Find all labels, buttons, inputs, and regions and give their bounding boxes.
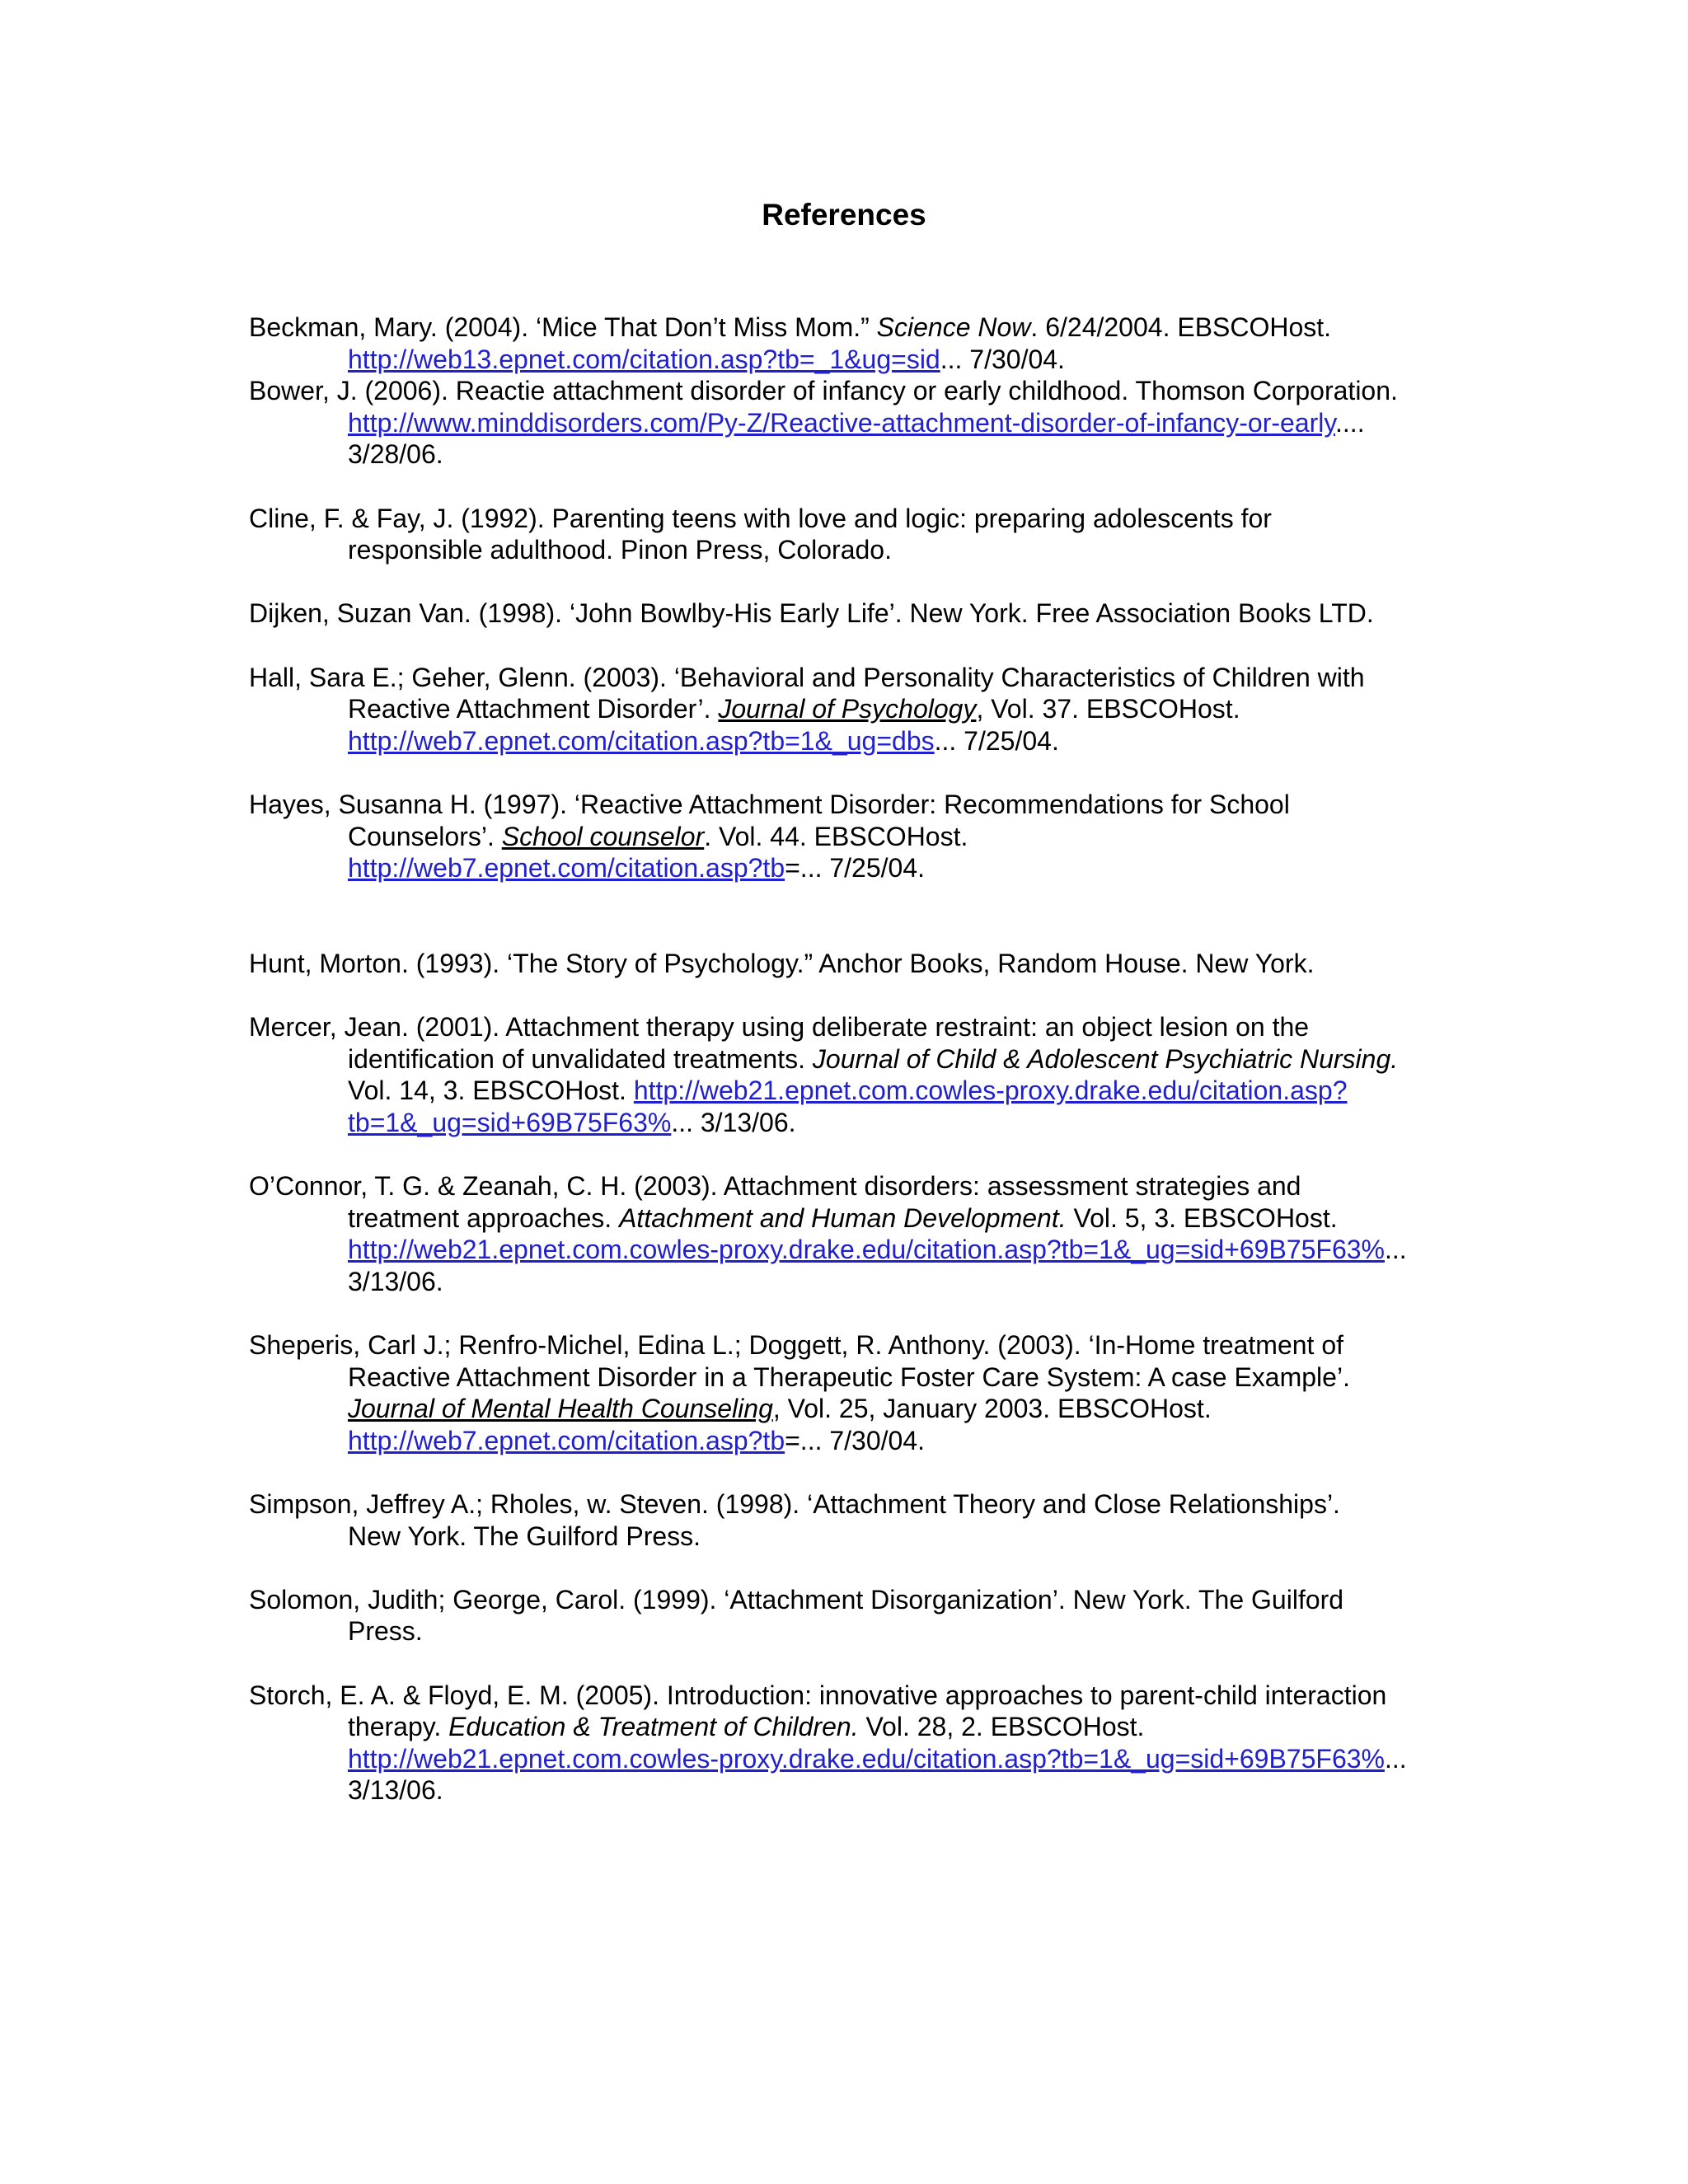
reference-line bbox=[249, 1361, 1452, 1394]
reference-text: 3/13/06. bbox=[348, 1266, 443, 1296]
reference-line bbox=[249, 1584, 1452, 1616]
reference-line bbox=[249, 312, 1452, 344]
reference-text: , Vol. 25, January 2003. EBSCOHost. bbox=[772, 1394, 1212, 1424]
reference-line bbox=[249, 1266, 1452, 1298]
reference-line bbox=[249, 503, 1452, 535]
reference-entry bbox=[249, 1584, 1452, 1647]
reference-line bbox=[249, 1043, 1452, 1076]
reference-text: , Vol. 37. EBSCOHost. bbox=[976, 694, 1240, 724]
spacer bbox=[249, 757, 1452, 789]
reference-entry bbox=[249, 662, 1452, 757]
reference-link[interactable]: http://www.minddisorders.com/Py-Z/Reactive-attachment-disorder-of-infancy-or-early bbox=[348, 407, 1336, 438]
reference-entry bbox=[249, 503, 1452, 566]
reference-text: Simpson, Jeffrey A.; Rholes, w. Steven. (1998). ‘Attachment Theory and Close Relationships’. bbox=[249, 1488, 1340, 1519]
reference-entry bbox=[249, 1680, 1452, 1807]
reference-line bbox=[249, 1488, 1452, 1521]
reference-text: Reactive Attachment Disorder in a Therapeutic Foster Care System: A case Example’. bbox=[348, 1361, 1350, 1392]
reference-line bbox=[249, 1521, 1452, 1553]
spacer bbox=[249, 1647, 1452, 1680]
reference-text: . 6/24/2004. EBSCOHost. bbox=[1030, 312, 1332, 342]
reference-line bbox=[249, 1743, 1452, 1775]
publication-title: Education & Treatment of Children. bbox=[448, 1712, 859, 1742]
spacer bbox=[249, 979, 1452, 1011]
spacer bbox=[249, 1138, 1452, 1170]
reference-entry bbox=[249, 312, 1452, 375]
reference-line bbox=[249, 852, 1452, 884]
reference-line bbox=[249, 725, 1452, 757]
reference-link[interactable]: tb=1&_ug=sid+69B75F63% bbox=[348, 1107, 672, 1137]
reference-line bbox=[249, 598, 1452, 630]
publication-title: Journal of Psychology bbox=[718, 694, 977, 724]
reference-line bbox=[249, 534, 1452, 566]
reference-line bbox=[249, 407, 1452, 439]
reference-text: ... bbox=[1384, 1743, 1407, 1774]
reference-line bbox=[249, 1107, 1452, 1139]
spacer bbox=[249, 884, 1452, 948]
reference-text: Press. bbox=[348, 1616, 423, 1647]
reference-text: Storch, E. A. & Floyd, E. M. (2005). Introduction: innovative approaches to parent-child interaction bbox=[249, 1680, 1387, 1710]
spacer bbox=[249, 471, 1452, 503]
reference-line bbox=[249, 375, 1452, 407]
reference-text: Bower, J. (2006). Reactie attachment disorder of infancy or early childhood. Thomson Corporation. bbox=[249, 376, 1398, 406]
reference-text: Vol. 14, 3. EBSCOHost. bbox=[348, 1076, 634, 1106]
reference-line bbox=[249, 693, 1452, 725]
reference-text: Counselors’. bbox=[348, 821, 502, 851]
reference-line bbox=[249, 1615, 1452, 1647]
reference-link[interactable]: http://web21.epnet.com.cowles-proxy.drake.edu/citation.asp?tb=1&_ug=sid+69B75F63% bbox=[348, 1235, 1385, 1265]
reference-link[interactable]: http://web13.epnet.com/citation.asp?tb=_1&ug=sid bbox=[348, 344, 940, 374]
reference-line bbox=[249, 1711, 1452, 1743]
reference-line bbox=[249, 1170, 1452, 1202]
reference-text: Hall, Sara E.; Geher, Glenn. (2003). ‘Behavioral and Personality Characteristics of Children with bbox=[249, 662, 1365, 692]
reference-entry bbox=[249, 1170, 1452, 1297]
reference-line bbox=[249, 1329, 1452, 1361]
reference-text: ... 7/25/04. bbox=[934, 725, 1059, 756]
reference-text: ... bbox=[1384, 1235, 1407, 1265]
reference-entry bbox=[249, 789, 1452, 884]
publication-title: Science Now bbox=[876, 312, 1031, 342]
reference-text: Beckman, Mary. (2004). ‘Mice That Don’t Miss Mom.” bbox=[249, 312, 877, 342]
reference-text: Hayes, Susanna H. (1997). ‘Reactive Attachment Disorder: Recommendations for School bbox=[249, 789, 1290, 819]
reference-text: therapy. bbox=[348, 1712, 449, 1742]
reference-text: Mercer, Jean. (2001). Attachment therapy using deliberate restraint: an object lesion on the bbox=[249, 1012, 1310, 1043]
reference-entry bbox=[249, 948, 1452, 980]
reference-line bbox=[249, 1393, 1452, 1425]
spacer bbox=[249, 1552, 1452, 1584]
spacer bbox=[249, 1456, 1452, 1488]
reference-text: responsible adulthood. Pinon Press, Colorado. bbox=[348, 535, 892, 565]
publication-title: Journal of Mental Health Counseling bbox=[348, 1394, 773, 1424]
publication-title: School counselor bbox=[501, 821, 705, 851]
reference-text: 3/13/06. bbox=[348, 1775, 443, 1806]
reference-text: Reactive Attachment Disorder’. bbox=[348, 694, 719, 724]
reference-line bbox=[249, 1234, 1452, 1266]
publication-title: Journal of Child & Adolescent Psychiatric Nursing. bbox=[812, 1043, 1399, 1074]
references-list bbox=[249, 312, 1452, 1807]
reference-text: Cline, F. & Fay, J. (1992). Parenting teens with love and logic: preparing adolescents for bbox=[249, 503, 1272, 533]
reference-line bbox=[249, 1425, 1452, 1457]
reference-text: . Vol. 44. EBSCOHost. bbox=[704, 821, 968, 851]
reference-entry bbox=[249, 598, 1452, 630]
reference-line bbox=[249, 1202, 1452, 1235]
reference-text: Hunt, Morton. (1993). ‘The Story of Psychology.” Anchor Books, Random House. New York. bbox=[249, 948, 1315, 978]
reference-text: Vol. 5, 3. EBSCOHost. bbox=[1066, 1202, 1338, 1233]
reference-entry bbox=[249, 1329, 1452, 1456]
reference-text: .... bbox=[1335, 407, 1365, 438]
reference-line bbox=[249, 821, 1452, 853]
reference-link[interactable]: http://web7.epnet.com/citation.asp?tb bbox=[348, 853, 785, 883]
reference-text: =... 7/30/04. bbox=[785, 1425, 926, 1455]
reference-link[interactable]: http://web7.epnet.com/citation.asp?tb=1&_ug=dbs bbox=[348, 725, 935, 756]
reference-line bbox=[249, 662, 1452, 694]
reference-text: treatment approaches. bbox=[348, 1202, 620, 1233]
spacer bbox=[249, 566, 1452, 598]
reference-entry bbox=[249, 1011, 1452, 1138]
reference-line bbox=[249, 438, 1452, 471]
reference-text: =... 7/25/04. bbox=[785, 853, 926, 883]
reference-link[interactable]: http://web7.epnet.com/citation.asp?tb bbox=[348, 1425, 785, 1455]
reference-line bbox=[249, 344, 1452, 376]
reference-text: identification of unvalidated treatments. bbox=[348, 1043, 813, 1074]
reference-line bbox=[249, 948, 1452, 980]
reference-line bbox=[249, 1774, 1452, 1807]
reference-line bbox=[249, 789, 1452, 821]
page-title: References bbox=[762, 198, 926, 232]
spacer bbox=[249, 1297, 1452, 1329]
reference-line bbox=[249, 1075, 1452, 1107]
reference-entry bbox=[249, 1488, 1452, 1552]
reference-text: O’Connor, T. G. & Zeanah, C. H. (2003). Attachment disorders: assessment strategies and bbox=[249, 1171, 1301, 1202]
reference-line bbox=[249, 1680, 1452, 1712]
reference-link[interactable]: http://web21.epnet.com.cowles-proxy.drake.edu/citation.asp?tb=1&_ug=sid+69B75F63% bbox=[348, 1743, 1385, 1774]
reference-text: ... 3/13/06. bbox=[671, 1107, 796, 1137]
reference-text: 3/28/06. bbox=[348, 439, 443, 470]
spacer bbox=[249, 630, 1452, 662]
publication-title: Attachment and Human Development. bbox=[619, 1202, 1067, 1233]
reference-text: Solomon, Judith; George, Carol. (1999). ‘Attachment Disorganization’. New York. The Guilford bbox=[249, 1584, 1344, 1615]
reference-text: ... 7/30/04. bbox=[940, 344, 1065, 374]
reference-entry bbox=[249, 375, 1452, 471]
reference-text: New York. The Guilford Press. bbox=[348, 1521, 701, 1551]
reference-line bbox=[249, 1011, 1452, 1043]
reference-text: Vol. 28, 2. EBSCOHost. bbox=[858, 1712, 1145, 1742]
reference-text: Dijken, Suzan Van. (1998). ‘John Bowlby-His Early Life’. New York. Free Association Books LTD. bbox=[249, 598, 1374, 629]
reference-link[interactable]: http://web21.epnet.com.cowles-proxy.drake.edu/citation.asp? bbox=[633, 1076, 1348, 1106]
reference-text: Sheperis, Carl J.; Renfro-Michel, Edina L.; Doggett, R. Anthony. (2003). ‘In-Home treatment of bbox=[249, 1330, 1344, 1360]
